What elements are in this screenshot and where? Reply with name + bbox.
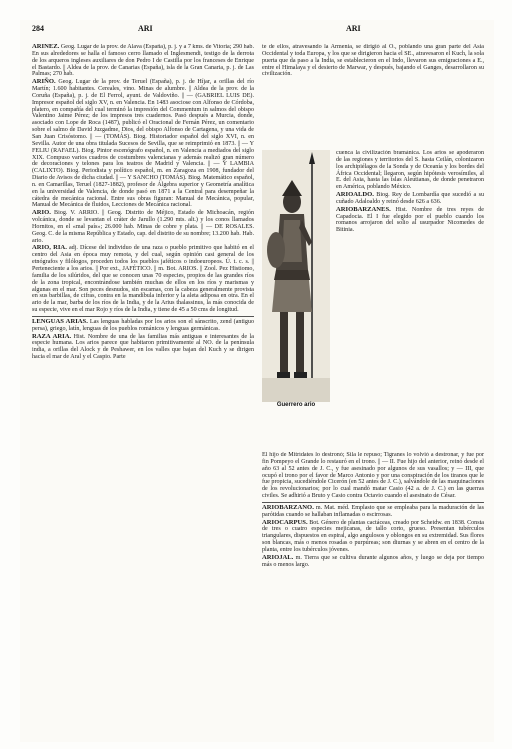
entry-text: Hist. Nombre de una de las familias más antiguas e interesantes de la especie humana. Los arios parece que habitaron primitivamente al NO. de la península india, a orillas del Alock y de Peshawer, en los valles que bajan del Kuch y se dirigen hacia el mar de Aral y el Caspio. Parte: [32, 333, 254, 361]
entry-headword: ARIOCARPUS.: [262, 518, 308, 526]
entry-headword: ARIÑO.: [32, 78, 56, 86]
entry-headword: ARIÑEZ.: [32, 44, 60, 50]
page-number: 284: [32, 24, 44, 33]
dictionary-entry: [336, 207, 484, 234]
warrior-photo: [262, 150, 330, 402]
entry-text: Hist. Nombre de tres reyes de Capadocia. El I fue elegido por el pueblo cuando los romanos arrojaron del solio al usurpador Nicomedes de Bitinia.: [336, 206, 484, 234]
right-column-top-text: te de ellos, atravesando la Armenia, se dirigió al O., poblando una gran parte del Asia Occidental y toda Europa, y los que se dirigieron hacia el SE., atravesaron el Kuch, la sola puerta que da paso a la India, se establecieron en el Indo, llevaron sus emigraciones a E., entre el Himalaya y el desierto de Marwar, y después, bajando el Ganges, desarrollaron su civilización.: [262, 44, 484, 78]
dictionary-entry: [262, 520, 484, 554]
dictionary-entry: [262, 452, 484, 500]
entry-text: Geog. Lugar de la prov. de Teruel (España), p. j. de Híjar, a orillas del río Martín; 1.600 habitantes. Cereales, vino. Minas de alumbre. || Aldea de la prov. de la Coruña (España), p. j. de El Ferrol, ayunt. de Valdoviño. || — (GABRIEL LUIS DE). Impresor español del siglo XV, n. en Valencia. En 1483 asociose con Alfonso de Córdoba, platero, en compañía del cual terminó la impresión del Commentum in salmos del obispo Valentino Jaime Pérez; de los impresos tres cuadernos. Pasó después a Murcia, donde, asociado con Lope de Roca (1487), publicó el Oracional de Fernán Pérez, un comentario sobre el salmo de David Juzgadme, Dios, del obispo Alfonso de Cartagena, y una vida de San Juan Crisóstomo. || — (TOMÁS). Biog. Historiador español del siglo XVI, n. en Sevilla. Autor de una obra titulada Sucesos de Sevilla, que se reimprimió en 1873. || — Y FELIU (RAFAEL). Biog. Pintor escenógrafo español, n. en Valencia a mediados del siglo XIX. Compuso varios cuadros de costumbres valencianas y además realizó gran número de decoraciones y telones para los teatros de Madrid y Valencia. || — Y LAMBIA (CALIXTO). Biog. Periodista y político español, m. en Zaragoza en 1908, fundador del Diario de Avisos de dicha ciudad. || — Y SANCHO (TOMÁS). Biog. Matemático español, n. en Camarillas, Teruel (1827-1882), profesor de Álgebra superior y Geometría analítica en la universidad de Valencia, de donde pasó en 1871 a la Central para desempeñar la cátedra de mecánica racional. Entre sus obras figuran: Manual de Mecánica, popular, Manual de Mecánica de fluidos, Lecciones de Mecánica racional.: [32, 79, 254, 209]
entry-text: adj. Dícese del individuo de una raza o pueblo primitivo que habitó en el centro del Asia en época muy remota, y del cual, según opinión casi general de los etnógrafos y filólogos, proceden todos los pueblos jaféticos o indoeuropeos. Ú. t. c. s. || Perteneciente a los arios. || Por ext., JAFÉTICO. || m. Bot. ARIOS. || Zool. Pez Histiomo, familia de los silúridos, del que se conocen unas 70 especies, propios de las grandes ríos de la zona tropical, encontrándose también muchas de ellos en los ríos y marismas y algunas en el mar. Son peces desnudos, sin escamas, con la cabeza generalmente provista en sus barbillas, de cifras, contra en la mandíbula inferior y la aleta adiposa en otra. En el ario de la mar, barba de los ríos de la India, y de la Arius thalassinus, la más conocida de su especie, vive en el mar Rojo y ríos de la India, y tiene de 45 a 50 cms de longitud.: [32, 245, 254, 314]
entry-headword: ARIO.: [32, 209, 51, 217]
right-column-narrow: [336, 150, 484, 452]
entry-text: Geog. Lugar de la prov. de Alava (España), p. j. y a 7 kms. de Vitoria; 290 hab. En sus alrededores se halla el famoso cerro llamado el Inglesmendi, testigo de la derrota de los arqueros ingleses auxiliares de don Pedro I de Castilla por los franceses de Enrique el Bastardo. || Aldea de la prov. de Canarias (España), isla de la Gran Canaria, p. j. de Las Palmas; 270 hab.: [32, 44, 254, 78]
dictionary-entry: [32, 334, 254, 361]
entry-headword: ARIOBARZANO.: [262, 503, 314, 511]
entry-headword: ARIOJAL.: [262, 553, 294, 561]
photo-caption: Guerrero ario: [276, 402, 316, 408]
entry-headword: ARIOBARZANES.: [336, 205, 391, 213]
entry-headword: ARIOALDO.: [336, 191, 374, 199]
entry-text: El hijo de Mitrídates lo destronó; Sila le repuso; Tigranes lo volvió a destronar, y fue por fin Pompeyo el Grande lo restauró en el trono. || — II. Fue hijo del anterior, reinó desde el año 63 al 52 antes de J. C., y fue asesinado por algunos de sus vasallos; y — III, que ocupó el trono por el favor de Marco Antonio y por una conspiración de los tiranos que le fue propicia, sucediéndole Cicerón (en 52 antes de J. C.), salvándole de las maquinaciones de los revolucionarios; por lo cual mandó matar Casio (42 a. de J. C.) en las guerras civiles. Se adhirió a Bruto y Casio contra Octavio cuando el asesinato de César.: [262, 452, 484, 500]
warrior-figure-illustration: [262, 150, 330, 402]
entry-headword: LENGUAS ARIAS.: [32, 317, 88, 325]
dictionary-entry: [32, 245, 254, 313]
dictionary-entry: [32, 79, 254, 209]
dictionary-entry: [262, 555, 484, 569]
entry-text: cuenca la civilización bramánica. Los arios se apoderaron de las regiones y territorios del S. hasta Ceilán, colonizaron los archipiélagos de la Sonda y de Oceanía y los bordes del África Occidental; llegaron, según hipótesis verosímiles, al E. del Asia, hasta las islas Aleutianas, de donde penetraron en América, poblando México.: [336, 150, 484, 191]
entry-text: Biog. V. ARRIO. || Geog. Distrito de Méjico, Estado de Michoacán, región volcánica, donde se levantan el cráter de Jarullo (1.290 mts. alt.) y los conos llamados Hornitos, en el «mal país»; 26.000 hab. Minas de cobre y plata. || — DE ROSALES. Geog. C. de la misma República y Estado, cap. del distrito de su nombre; 13.200 hab. Hab. ario.: [32, 210, 254, 244]
right-running-head: ARI: [346, 24, 361, 33]
right-column-bottom: [262, 452, 484, 742]
entry-headword: ARIO, RIA.: [32, 244, 67, 252]
section-rule: [262, 502, 484, 503]
entry-text: Biog. Rey de Lombardía que sucedió a su cuñado Adaloaldo y reinó desde 626 a 636.: [336, 192, 484, 205]
left-column: [32, 44, 254, 734]
entry-text: Bot. Género de plantas cactáceas, creado por Scheidw. en 1838. Consta de tres o cuatro especies mejicanas, de tallo corto, grueso. Presentan tubérculos triangulares, dispuestos en espiral, algo angulosos y oblongos en su extremidad. Sus flores son blancas, más o menos rosadas o purpúreas; son diurnas y se abren en el centro de la planta, entre los tubérculos jóvenes.: [262, 519, 484, 553]
left-running-head: ARI: [138, 24, 153, 33]
section-rule: [32, 316, 254, 317]
entry-text: m. Mat. méd. Emplasto que se empleaba para la maduración de las parótidas cuando se hallaban inflamadas o escirrosas.: [262, 504, 484, 518]
entry-headword: RAZA ARIA.: [32, 332, 72, 340]
entry-text: Las lenguas habladas por los arios son el sánscrito, zend (antiguo persa), griego, latín, lenguas de los pueblos románicos y lenguas germánicas.: [32, 318, 254, 332]
dictionary-entry: [32, 319, 254, 333]
dictionary-entry: [336, 150, 484, 191]
right-column-top: [262, 44, 484, 150]
dictionary-entry: [336, 192, 484, 206]
dictionary-entry: [262, 505, 484, 519]
dictionary-entry: [32, 44, 254, 78]
dictionary-entry: [32, 210, 254, 244]
entry-text: m. Tierra que se cultiva durante algunos años, y luego se deja por tiempo más o menos largo.: [262, 554, 484, 568]
